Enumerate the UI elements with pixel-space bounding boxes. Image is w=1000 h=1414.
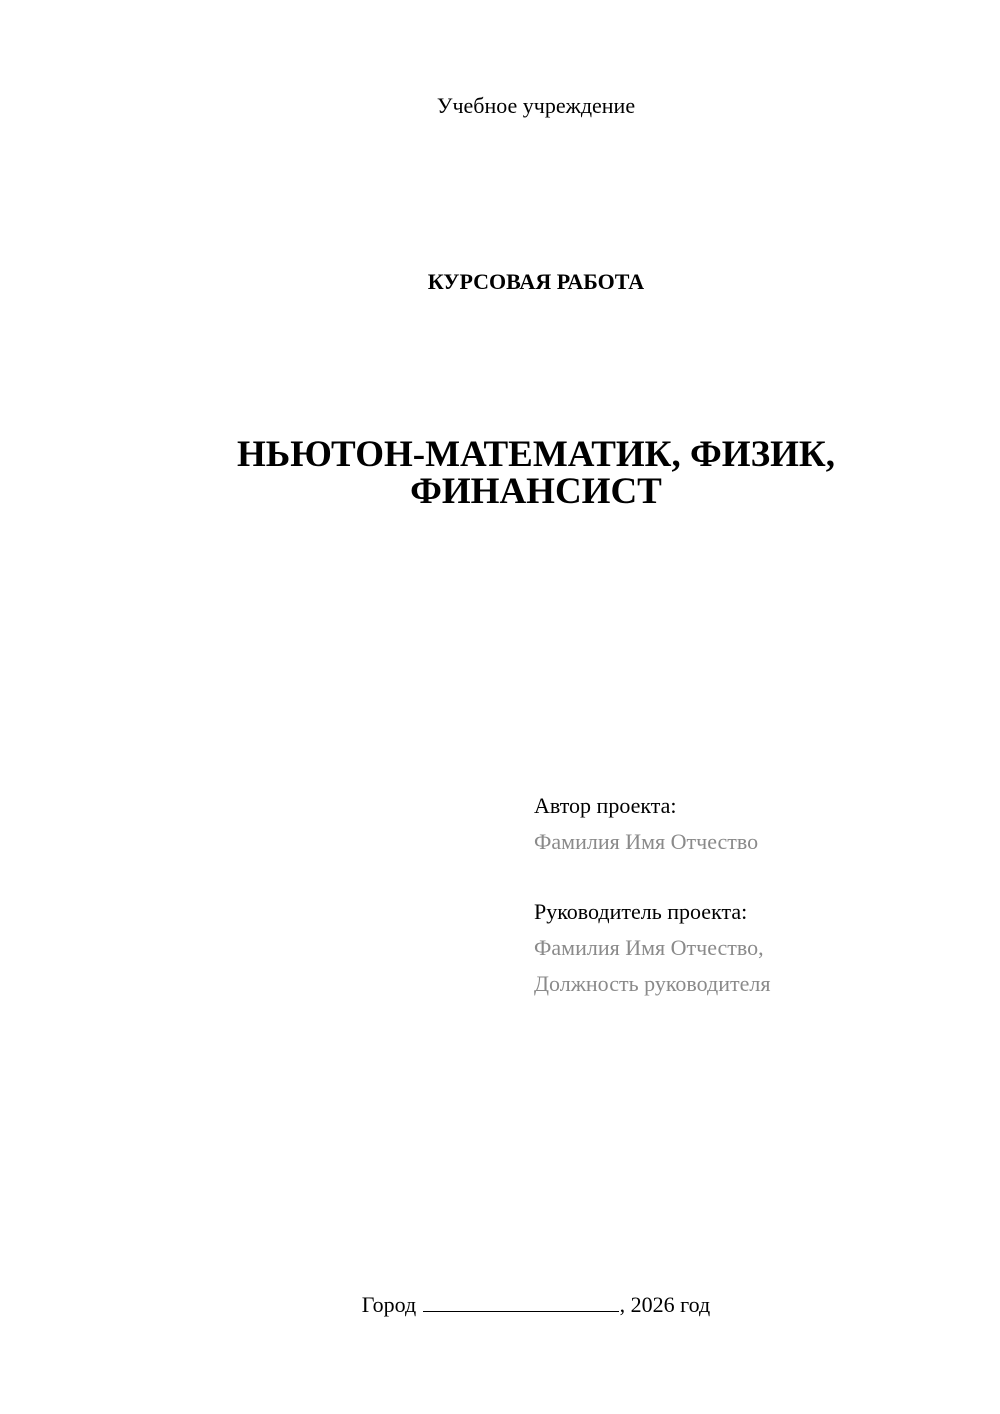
spacer — [534, 860, 974, 894]
institution-name: Учебное учреждение — [436, 93, 636, 118]
footer-year: , 2026 год — [619, 1292, 711, 1317]
supervisor-name: Фамилия Имя Отчество, — [534, 935, 764, 960]
supervisor-position: Должность руководителя — [534, 971, 771, 996]
work-type-heading: КУРСОВАЯ РАБОТА — [427, 269, 645, 294]
title-line-2: ФИНАНСИСТ — [410, 471, 662, 512]
authors-block — [534, 788, 974, 1002]
author-name: Фамилия Имя Отчество — [534, 829, 759, 854]
supervisor-label: Руководитель проекта: — [534, 899, 748, 924]
title-line-1: НЬЮТОН-МАТЕМАТИК, ФИЗИК, — [237, 434, 835, 475]
footer-city-year — [0, 1290, 1000, 1320]
document-title — [0, 436, 1000, 510]
city-blank-line — [423, 1291, 619, 1312]
author-label: Автор проекта: — [534, 793, 677, 818]
footer-city: Город — [361, 1292, 417, 1317]
